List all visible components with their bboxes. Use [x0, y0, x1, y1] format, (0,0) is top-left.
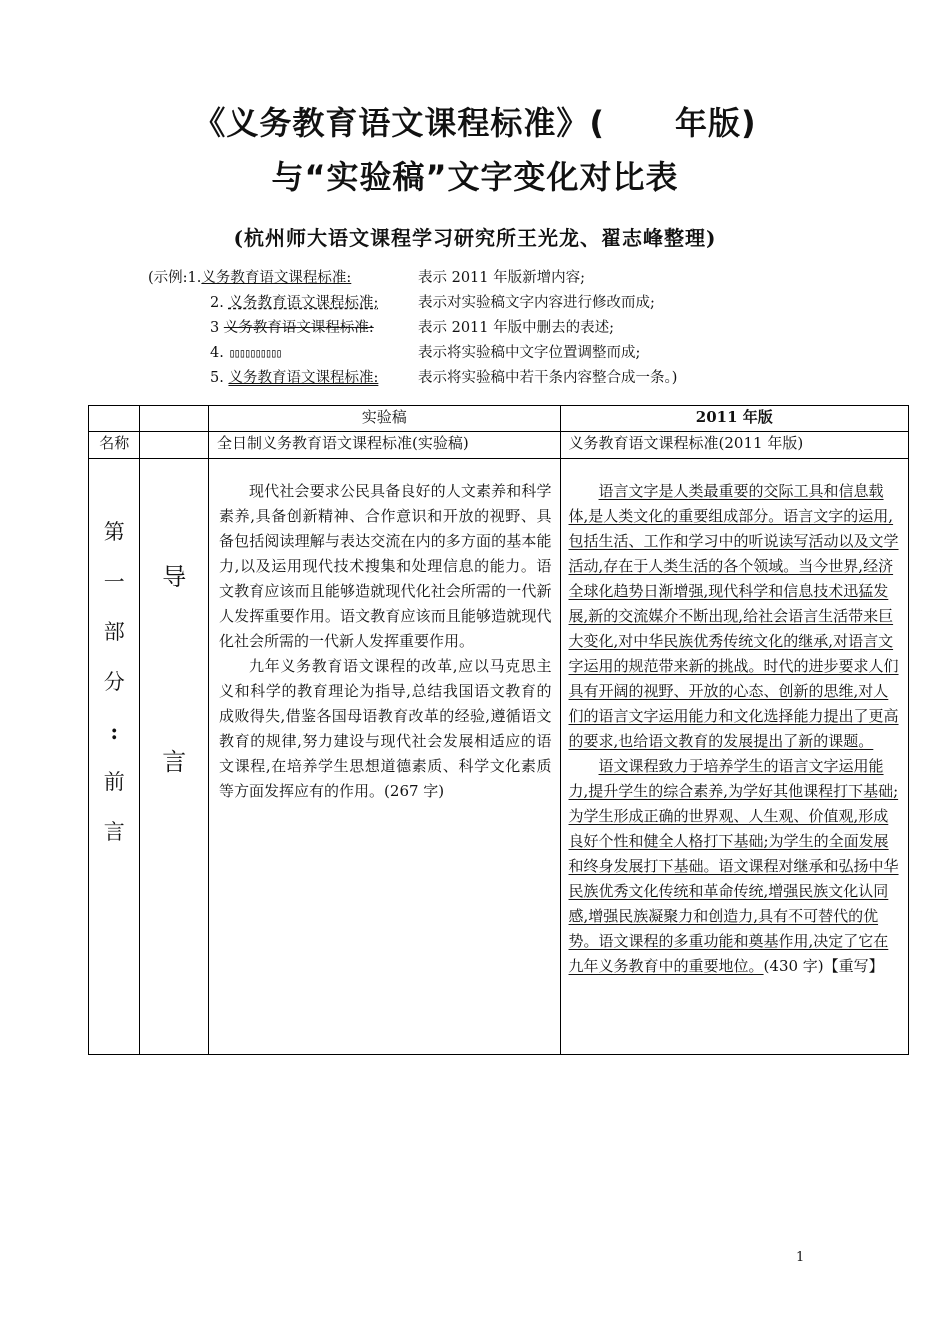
header-cell-empty	[89, 406, 140, 432]
new-paragraph	[569, 479, 902, 754]
section-char: 部	[103, 620, 125, 644]
subsection-char: 导	[162, 563, 187, 591]
legend-item	[148, 316, 615, 341]
legend-item	[148, 266, 586, 291]
header-cell-new: 2011 年版	[560, 406, 908, 432]
legend-desc: 表示将实验稿中若干条内容整合成一条。)	[418, 370, 678, 386]
header-cell-empty	[140, 406, 209, 432]
legend-marked: 义务教育语文课程标准;	[228, 295, 379, 311]
old-text-cell	[209, 459, 560, 1055]
legend	[148, 266, 678, 391]
section-char: 前	[103, 770, 125, 794]
new-underlined-text: 语文课程致力于培养学生的语言文字运用能力,提升学生的综合素养,为学好其他课程打下基础;为学生形成正确的世界观、人生观、价值观,形成良好个性和健全人格打下基础;为学生的全面发展和终身发展打下基础。语文课程对继承和弘扬中华民族优秀文化传统和革命传统,增强民族文化认同感,增强民族凝聚力和创造力,具有不可替代的优势。语文课程的多重功能和奠基作用,决定了它在九年义务教育中的重要地位。	[568, 757, 899, 975]
legend-num: 2.	[210, 295, 224, 311]
legend-num: 5.	[210, 370, 224, 386]
page-title-line1	[0, 98, 950, 144]
name-label: 名称	[89, 432, 140, 459]
legend-num: 4.	[210, 345, 224, 361]
subtitle: (杭州师大语文课程学习研究所王光龙、翟志峰整理)	[233, 226, 717, 250]
header-cell-old: 实验稿	[209, 406, 560, 432]
name-cell-empty	[140, 432, 209, 459]
page-title-line2: 与“实验稿”文字变化对比表	[271, 158, 679, 196]
legend-marked: 义务教育语文课程标准:	[201, 270, 352, 286]
table-row	[89, 459, 909, 1055]
old-paragraph: 九年义务教育语文课程的改革,应以马克思主义和科学的教育理论为指导,总结我国语文教育的成败得失,借鉴各国母语教育改革的经验,遵循语文教育的规律,努力建设与现代社会发展相适应的语文课程,在培养学生思想道德素质、科学文化素质等方面发挥应有的作用。(267 字)	[219, 657, 552, 800]
legend-desc: 表示 2011 年版中删去的表述;	[418, 320, 615, 336]
legend-marked: 义务教育语文课程标准:	[223, 320, 374, 336]
subsection-char: 言	[162, 748, 187, 776]
page-number: 1	[796, 1250, 805, 1265]
name-new: 义务教育语文课程标准(2011 年版)	[560, 432, 908, 459]
old-paragraph: 现代社会要求公民具备良好的人文素养和科学素养,具备创新精神、合作意识和开放的视野、具备包括阅读理解与表达交流在内的多方面的基本能力,以及运用现代技术搜集和处理信息的能力。语文教育应该而且能够造就现代化社会所需的一代新人发挥重要作用。语文教育应该而且能够造就现代化社会所需的一代新人发挥重要作用。	[219, 482, 552, 650]
legend-desc: 表示对实验稿文字内容进行修改而成;	[418, 295, 655, 311]
legend-item	[148, 366, 678, 391]
table-header-row	[89, 406, 909, 432]
comparison-table	[88, 405, 909, 1055]
section-label	[89, 459, 140, 1055]
legend-desc: 表示 2011 年版新增内容;	[418, 270, 586, 286]
new-underlined-text: 语言文字是人类最重要的交际工具和信息载体,是人类文化的重要组成部分。语言文字的运用,包括生活、工作和学习中的听说读写活动以及文学活动,存在于人类生活的各个领域。当今世界,经济全球化趋势日渐增强,现代科学和信息技术迅猛发展,新的交流媒介不断出现,给社会语言生活带来巨大变化,对中华民族优秀传统文化的继承,对语言文字运用的规范带来新的挑战。时代的进步要求人们具有开阔的视野、开放的心态、创新的思维,对人们的语言文字运用能力和文化选择能力提出了更高的要求,也给语文教育的发展提出了新的课题。	[568, 482, 899, 750]
section-char: 一	[103, 570, 125, 594]
new-text-cell	[560, 459, 908, 1055]
title-part1: 《义务教育语文课程标准》(	[193, 104, 605, 142]
table-name-row	[89, 432, 909, 459]
legend-num: 3	[210, 320, 220, 336]
new-paragraph	[569, 754, 902, 979]
legend-num: (示例:1.	[148, 270, 202, 286]
legend-marked: ▯▯▯▯▯▯▯▯▯▯	[228, 346, 281, 360]
new-suffix: (430 字)【重写】	[763, 957, 884, 975]
legend-item	[148, 291, 655, 316]
name-old: 全日制义务教育语文课程标准(实验稿)	[209, 432, 560, 459]
legend-marked: 义务教育语文课程标准:	[228, 370, 379, 386]
legend-item	[148, 341, 641, 366]
legend-desc: 表示将实验稿中文字位置调整而成;	[418, 345, 641, 361]
section-char: 第	[103, 520, 125, 544]
section-char: 分	[103, 670, 125, 694]
section-char: 言	[103, 820, 125, 844]
section-char: :	[110, 719, 119, 744]
title-part2: 年版)	[675, 104, 757, 142]
subsection-label	[140, 459, 209, 1055]
